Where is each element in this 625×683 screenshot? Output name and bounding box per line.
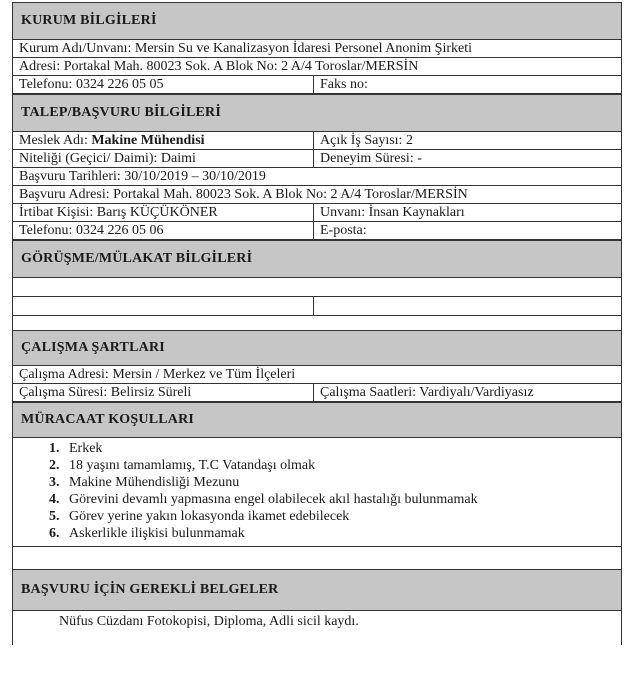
experience-field: Deneyim Süresi: - <box>320 151 422 166</box>
list-item: 5. Görev yerine yakın lokasyonda ikamet edebilecek <box>49 509 350 524</box>
section-header-gorusme: GÖRÜŞME/MÜLAKAT BİLGİLERİ <box>13 240 621 278</box>
list-item: 2. 18 yaşını tamamlamış, T.C Vatandaşı olmak <box>49 458 316 473</box>
section-header-muracaat: MÜRACAAT KOŞULLARI <box>13 402 621 438</box>
application-form <box>12 2 622 645</box>
contact-phone-field: Telefonu: 0324 226 05 06 <box>13 222 314 239</box>
section-header-calisma: ÇALIŞMA ŞARTLARI <box>13 330 621 366</box>
requirements-list <box>13 438 621 546</box>
section-header-talep: TALEP/BAŞVURU BİLGİLERİ <box>13 94 621 132</box>
occupation-value: Makine Mühendisi <box>91 133 205 148</box>
work-address-field: Çalışma Adresi: Mersin / Merkez ve Tüm İlçeleri <box>19 367 296 382</box>
kurum-phone-field: Telefonu: 0324 226 05 05 <box>13 76 314 93</box>
row-calisma-suresi <box>13 384 621 402</box>
contact-person-field: İrtibat Kişisi: Barış KÜÇÜKÖNER <box>13 204 314 221</box>
row-talep-telefon <box>13 222 621 240</box>
spacer-before-calisma <box>13 316 621 330</box>
row-calisma-adresi <box>13 366 621 384</box>
application-dates-field: Başvuru Tarihleri: 30/10/2019 – 30/10/2019 <box>19 169 266 184</box>
row-kurum-adres <box>13 58 621 76</box>
interview-row-empty-2 <box>13 297 621 316</box>
work-duration-field: Çalışma Süresi: Belirsiz Süreli <box>13 384 314 401</box>
list-item: 3. Makine Mühendisliği Mezunu <box>49 475 240 490</box>
kurum-address-field: Adresi: Portakal Mah. 80023 Sok. A Blok No: 2 A/4 Toroslar/MERSİN <box>19 59 419 74</box>
section-header-belgeler: BAŞVURU İÇİN GEREKLİ BELGELER <box>13 569 621 611</box>
row-kurum-adi <box>13 40 621 58</box>
application-address-field: Başvuru Adresi: Portakal Mah. 80023 Sok. A Blok No: 2 A/4 Toroslar/MERSİN <box>19 187 468 202</box>
contact-email-field: E-posta: <box>320 223 367 238</box>
row-irtibat <box>13 204 621 222</box>
required-documents-text: Nüfus Cüzdanı Fotokopisi, Diploma, Adli sicil kaydı. <box>59 614 359 629</box>
documents-blank-space <box>13 633 621 645</box>
row-nitelik <box>13 150 621 168</box>
row-kurum-telefon <box>13 76 621 94</box>
section-header-kurum: KURUM BİLGİLERİ <box>13 2 621 40</box>
occupation-label: Meslek Adı: <box>19 133 92 148</box>
contact-title-field: Unvanı: İnsan Kaynakları <box>320 205 465 220</box>
open-positions-field: Açık İş Sayısı: 2 <box>320 133 413 148</box>
interview-cell-left <box>13 297 314 315</box>
row-meslek <box>13 132 621 150</box>
requirements-blank-row <box>13 546 621 569</box>
row-basvuru-adresi <box>13 186 621 204</box>
interview-cell-right <box>314 297 621 315</box>
interview-row-empty-1 <box>13 278 621 297</box>
list-item: 4. Görevini devamlı yapmasına engel olabilecek akıl hastalığı bulunmamak <box>49 492 478 507</box>
kurum-fax-field: Faks no: <box>320 77 368 92</box>
kurum-name-field: Kurum Adı/Unvanı: Mersin Su ve Kanalizasyon İdaresi Personel Anonim Şirketi <box>19 41 472 56</box>
occupation-field <box>13 132 314 149</box>
list-item: 1. Erkek <box>49 441 103 456</box>
employment-type-field: Niteliği (Geçici/ Daimi): Daimi <box>13 150 314 167</box>
list-item: 6. Askerlikle ilişkisi bulunmamak <box>49 526 245 541</box>
work-hours-field: Çalışma Saatleri: Vardiyalı/Vardiyasız <box>320 385 534 400</box>
row-basvuru-tarihi <box>13 168 621 186</box>
